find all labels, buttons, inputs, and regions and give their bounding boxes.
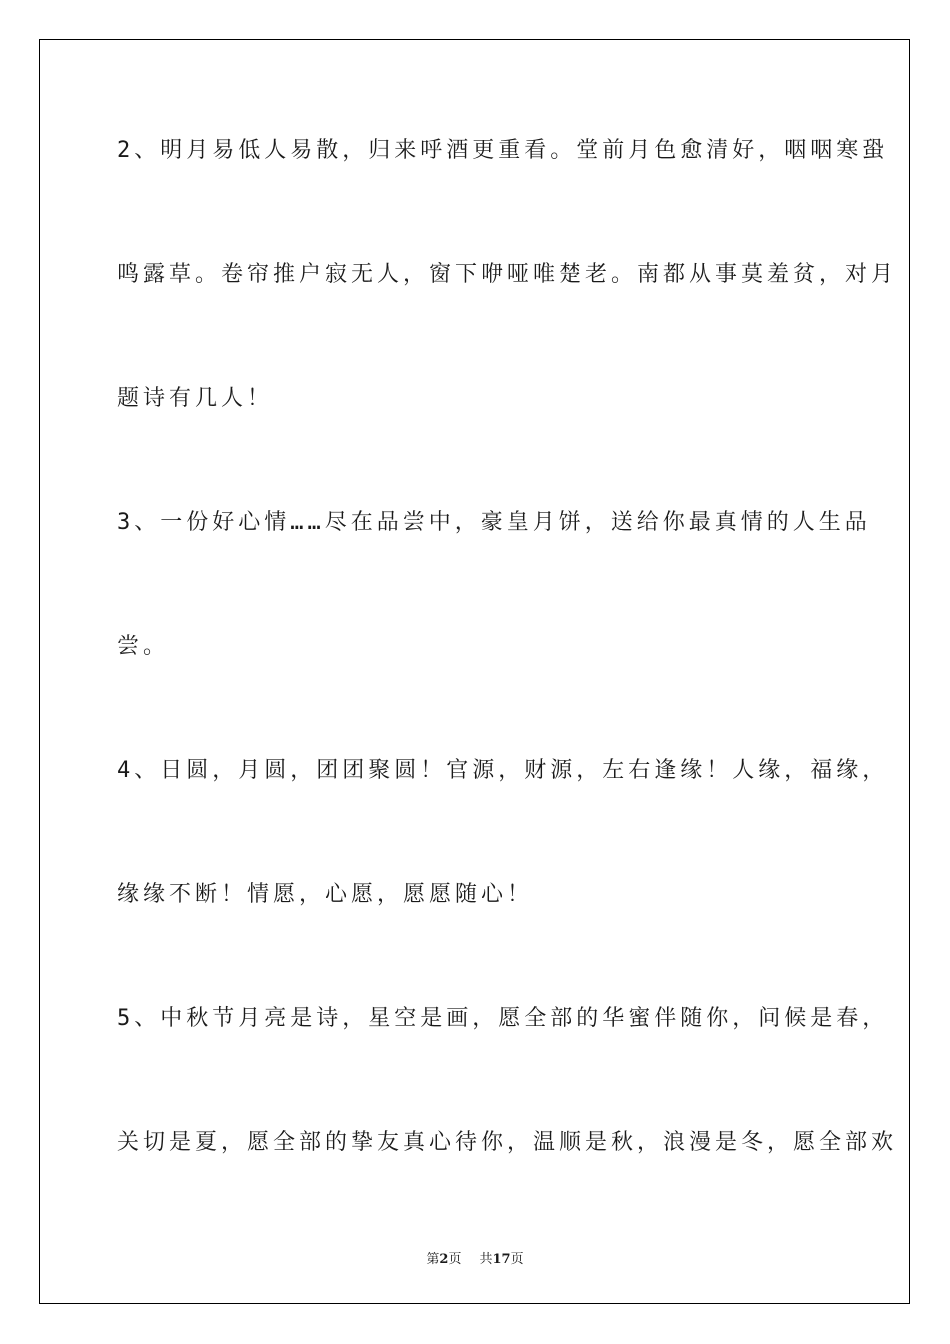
total-prefix: 共 bbox=[479, 1252, 493, 1267]
page-unit: 页 bbox=[448, 1252, 462, 1267]
text-line-9: 关切是夏，愿全部的挚友真心待你，温顺是秋，浪漫是冬，愿全部欢 bbox=[117, 1130, 898, 1155]
text-line-5: 尝。 bbox=[117, 634, 170, 659]
text-line-1: 2、明月易低人易散，归来呼酒更重看。堂前月色愈清好，咽咽寒蛩 bbox=[117, 138, 889, 163]
text-line-8: 5、中秋节月亮是诗，星空是画，愿全部的华蜜伴随你，问候是春， bbox=[117, 1006, 889, 1031]
page-prefix: 第 bbox=[426, 1252, 440, 1267]
text-line-3: 题诗有几人！ bbox=[117, 386, 274, 411]
page-footer bbox=[0, 1248, 950, 1267]
text-line-4: 3、一份好心情……尽在品尝中，豪皇月饼，送给你最真情的人生品 bbox=[117, 510, 871, 535]
total-unit: 页 bbox=[510, 1252, 524, 1267]
text-line-7: 缘缘不断！情愿，心愿，愿愿随心！ bbox=[117, 882, 534, 907]
text-line-6: 4、日圆，月圆，团团聚圆！官源，财源，左右逢缘！人缘，福缘， bbox=[117, 758, 889, 783]
page-total: 17 bbox=[492, 1252, 511, 1267]
page-current: 2 bbox=[439, 1252, 449, 1267]
text-line-2: 鸣露草。卷帘推户寂无人，窗下咿哑唯楚老。南都从事莫羞贫，对月 bbox=[117, 262, 898, 287]
page-border bbox=[39, 39, 910, 1304]
